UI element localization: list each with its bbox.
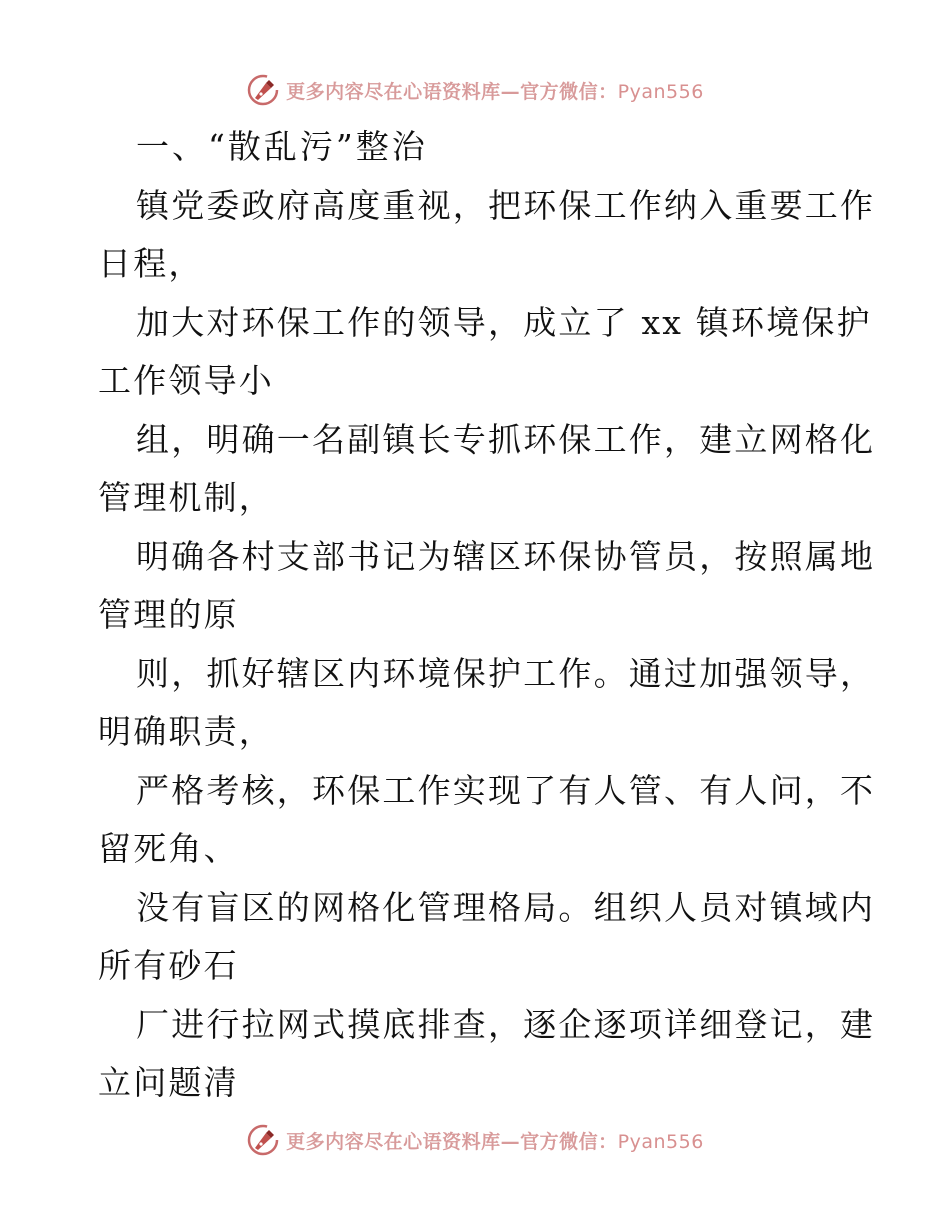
watermark-text: 更多内容尽在心语资料库—官方微信： bbox=[286, 1130, 618, 1153]
watermark-wechat-id: Pyan556 bbox=[617, 80, 704, 103]
paragraph-line: 工作领导小 bbox=[98, 361, 274, 400]
watermark-wechat-id: Pyan556 bbox=[617, 1130, 704, 1153]
footer-watermark bbox=[0, 1120, 950, 1160]
watermark-text: 更多内容尽在心语资料库—官方微信： bbox=[286, 80, 618, 103]
paragraph-line: 组，明确一名副镇长专抓环保工作，建立网格化 bbox=[136, 419, 876, 459]
paragraph-line: 加大对环保工作的领导，成立了 xx 镇环境保护 bbox=[136, 302, 872, 342]
paragraph-line: 日程， bbox=[98, 244, 204, 283]
paragraph-line: 明确各村支部书记为辖区环保协管员，按照属地 bbox=[136, 536, 876, 576]
paragraph-line: 管理的原 bbox=[98, 595, 239, 634]
paragraph-line: 明确职责， bbox=[98, 712, 274, 751]
section-heading: 一、“散乱污”整治 bbox=[136, 127, 428, 166]
paragraph-line: 则，抓好辖区内环境保护工作。通过加强领导， bbox=[136, 653, 876, 693]
paragraph-line: 没有盲区的网格化管理格局。组织人员对镇域内 bbox=[136, 887, 876, 927]
pen-nib-logo-icon bbox=[246, 73, 280, 107]
paragraph-line: 严格考核，环保工作实现了有人管、有人问，不 bbox=[136, 770, 876, 810]
document-body bbox=[98, 118, 876, 1113]
header-watermark bbox=[0, 70, 950, 110]
paragraph-line: 立问题清 bbox=[98, 1063, 239, 1102]
paragraph-line: 留死角、 bbox=[98, 829, 239, 868]
paragraph-line: 厂进行拉网式摸底排查，逐企逐项详细登记，建 bbox=[136, 1004, 876, 1044]
paragraph-line: 所有砂石 bbox=[98, 946, 239, 985]
pen-nib-logo-icon bbox=[246, 1123, 280, 1157]
paragraph-line: 管理机制， bbox=[98, 478, 274, 517]
paragraph-line: 镇党委政府高度重视，把环保工作纳入重要工作 bbox=[136, 185, 876, 225]
